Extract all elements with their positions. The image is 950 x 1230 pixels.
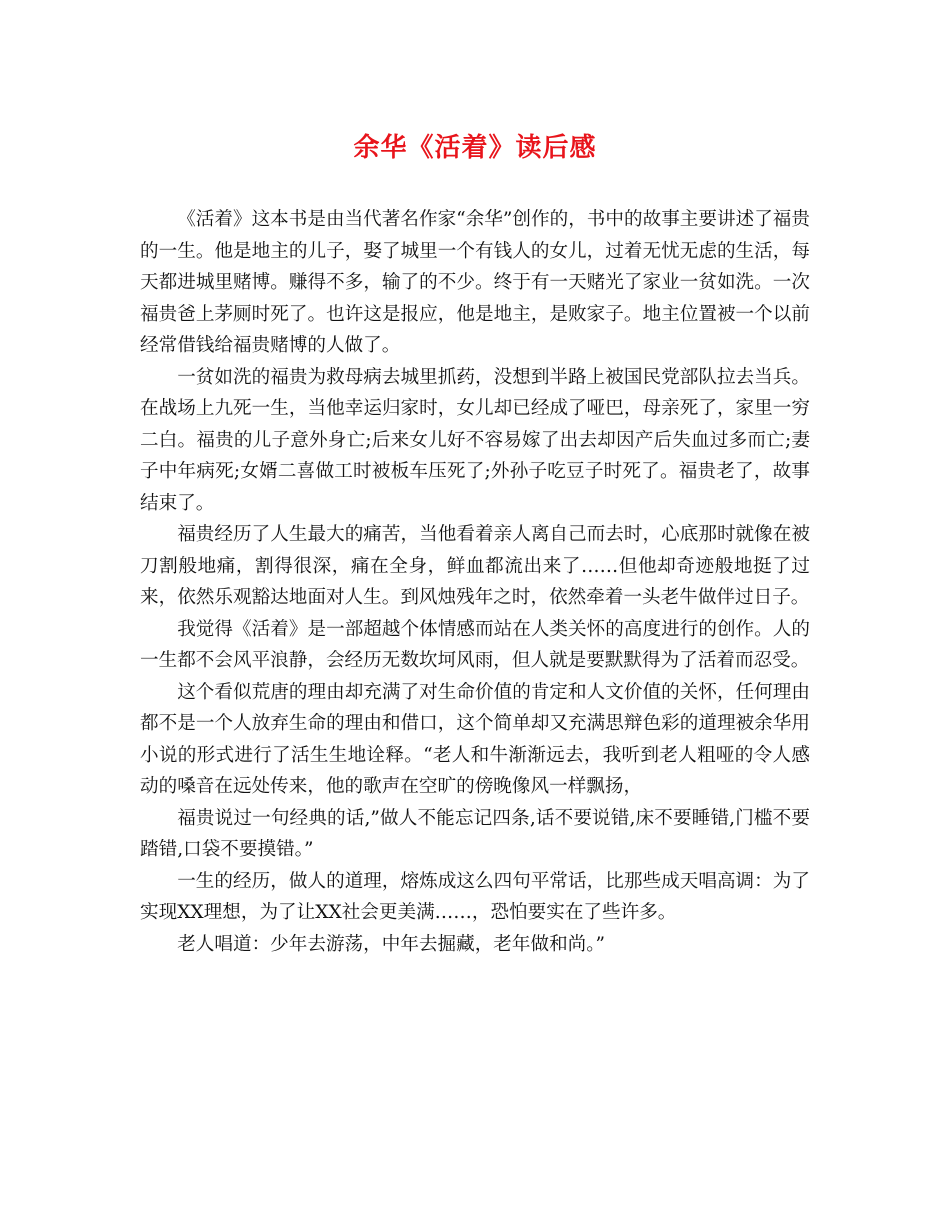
paragraph-7: 一生的经历，做人的道理，熔炼成这么四句平常话，比那些成天唱高调：为了实现XX理想，为了让XX社会更美满……，恐怕要实在了些许多。	[140, 870, 810, 923]
paragraph-1: 《活着》这本书是由当代著名作家“余华”创作的，书中的故事主要讲述了福贵的一生。他是地主的儿子，娶了城里一个有钱人的女儿，过着无忧无虑的生活，每天都进城里赌博。赚得不多，输了的不少。终于有一天赌光了家业一贫如洗。一次福贵爸上茅厕时死了。也许这是报应，他是地主，是败家子。地主位置被一个以前经常借钱给福贵赌博的人做了。	[140, 209, 810, 356]
paragraph-5: 这个看似荒唐的理由却充满了对生命价值的肯定和人文价值的关怀，任何理由都不是一个人放弃生命的理由和借口，这个简单却又充满思辩色彩的道理被余华用小说的形式进行了活生生地诠释。“老人和牛渐渐远去，我听到老人粗哑的令人感动的嗓音在远处传来，他的歌声在空旷的傍晚像风一样飘扬，	[140, 681, 810, 797]
paragraph-2: 一贫如洗的福贵为救母病去城里抓药，没想到半路上被国民党部队拉去当兵。在战场上九死一生，当他幸运归家时，女儿却已经成了哑巴，母亲死了，家里一穷二白。福贵的儿子意外身亡;后来女儿好不容易嫁了出去却因产后失血过多而亡;妻子中年病死;女婿二喜做工时被板车压死了;外孙子吃豆子时死了。福贵老了，故事结束了。	[140, 366, 810, 514]
paragraph-3: 福贵经历了人生最大的痛苦，当他看着亲人离自己而去时，心底那时就像在被刀割般地痛，割得很深，痛在全身，鲜血都流出来了……但他却奇迹般地挺了过来，依然乐观豁达地面对人生。到风烛残年之时，依然牵着一头老牛做伴过日子。	[140, 524, 810, 608]
document-title: 余华《活着》读后感	[353, 133, 597, 163]
paragraph-8: 老人唱道：少年去游荡，中年去掘藏，老年做和尚。”	[177, 933, 606, 955]
document-body	[140, 204, 810, 960]
paragraph-4: 我觉得《活着》是一部超越个体情感而站在人类关怀的高度进行的创作。人的一生都不会风平浪静，会经历无数坎坷风雨，但人就是要默默得为了活着而忍受。	[140, 618, 810, 671]
paragraph-6: 福贵说过一句经典的话,”做人不能忘记四条,话不要说错,床不要睡错,门槛不要踏错,口袋不要摸错。”	[140, 807, 810, 860]
